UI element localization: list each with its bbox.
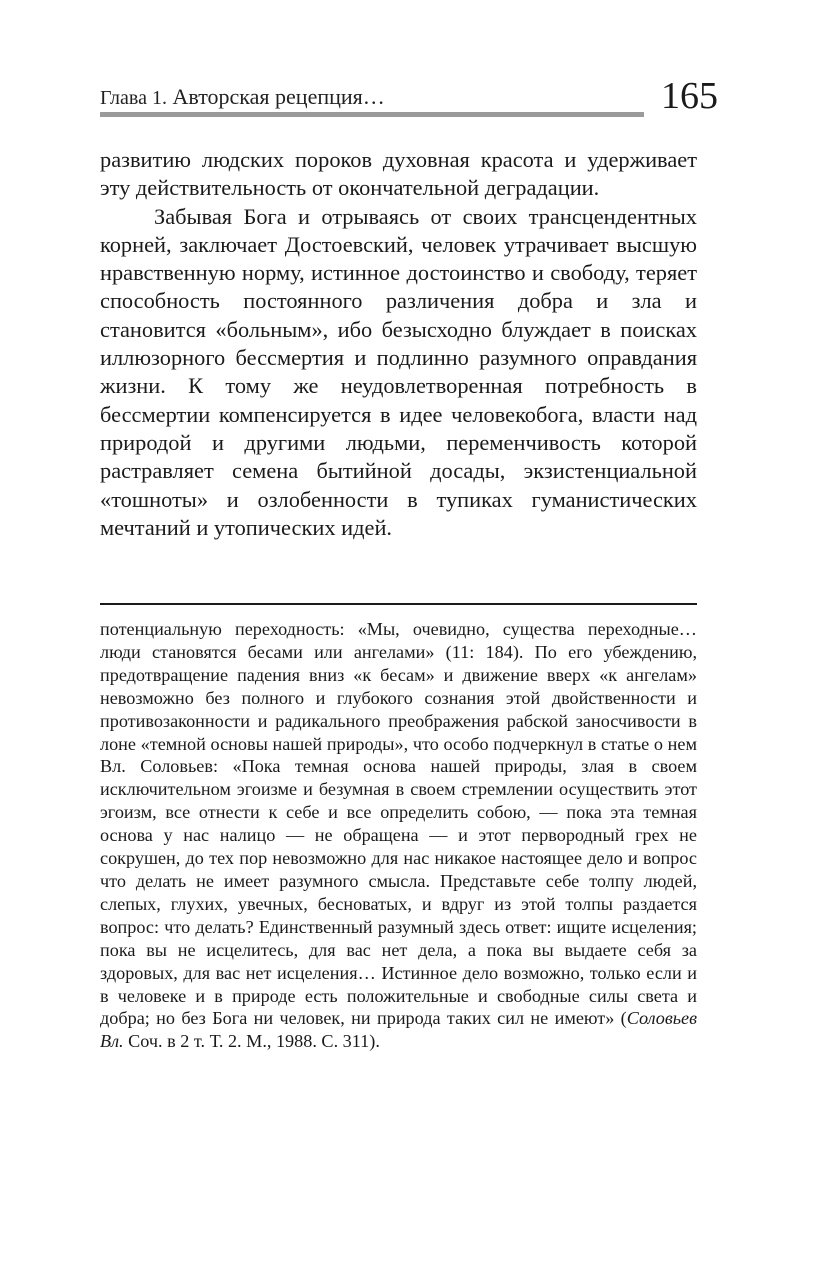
running-title <box>100 84 385 110</box>
footnote <box>100 618 697 1053</box>
header-rule <box>100 112 644 117</box>
footnote-text: потенциальную переходность: «Мы, очевидно, существа переходные… люди становятся бесами или ангелами» (11: 184). По его убеждению, предотвращение падения вниз «к бесам» и движение вверх «к ангелам» невозможно без полного и глубокого сознания этой двойственности и противозаконности и радикального преображения рабской заносчивости в лоне «темной основы нашей природы», что особо подчеркнул в статье о нем Вл. Соловьев: «Пока темная основа нашей природы, злая в своем исключительном эгоизме и безумная в своем стремлении осуществить этот эгоизм, все отнести к себе и все определить собою, — пока эта темная основа у нас налицо — не обращена — и этот первородный грех не сокрушен, до тех пор невозможно для нас никакое настоящее дело и вопрос что делать не имеет разумного смысла. Представьте себе толпу людей, слепых, глухих, увечных, бесноватых, и вдруг из этой толпы раздается вопрос: что делать? Единственный разумный здесь ответ: ищите исцеления; пока вы не исцелитесь, для вас нет дела, а пока вы выдаете себя за здоровых, для вас нет исцеления… Истинное дело возможно, только если и в человеке и в природе есть положительные и свободные силы света и добра; но без Бога ни человек, ни природа таких сил не имеют» ( <box>100 619 697 1029</box>
footnote-separator <box>100 603 697 605</box>
page-number: 165 <box>661 75 718 117</box>
chapter-number: Глава 1. <box>100 87 167 109</box>
paragraph: Забывая Бога и отрываясь от своих трансцендентных корней, заключает Достоевский, человек утрачивает высшую нравственную норму, истинное достоинство и свободу, теряет способность постоянного различения добра и зла и становится «больным», ибо безысходно блуждает в поисках иллюзорного бессмертия и подлинно разумного оправдания жизни. К тому же неудовлетворенная потребность в бессмертии компенсируется в идее человекобога, власти над природой и другими людьми, переменчивость которой растравляет семена бытийной досады, экзистенциальной «тошноты» и озлобенности в тупиках гуманистических мечтаний и утопических идей. <box>100 203 697 540</box>
main-text <box>100 146 697 542</box>
footnote-author: Соловьев Вл. <box>100 1008 697 1052</box>
paragraph-continued: развитию людских пороков духовная красота и удерживает эту действительность от окончательной деградации. <box>100 147 697 201</box>
running-header <box>100 74 720 124</box>
footnote-citation: Соч. в 2 т. Т. 2. М., 1988. С. 311). <box>123 1031 380 1052</box>
chapter-title: Авторская рецепция… <box>172 84 385 109</box>
